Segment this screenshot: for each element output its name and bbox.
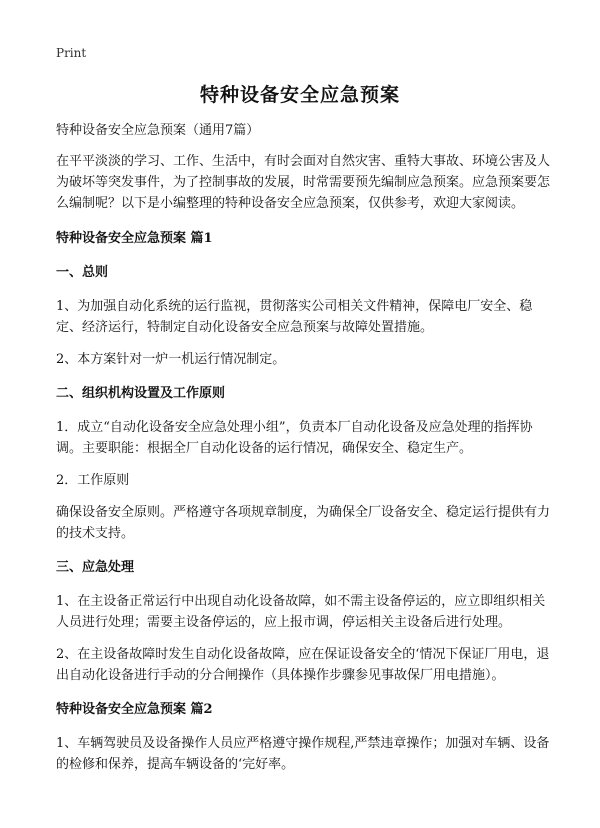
section2-paragraph-1: 1．成立“自动化设备安全应急处理小组”，负责本厂自动化设备及应急处理的指挥协调。主要职能：根据全厂自动化设备的运行情况，确保安全、稳定生产。 [56, 420, 533, 456]
section3-heading: 三、应急处理 [56, 560, 135, 575]
print-link[interactable]: Print [56, 46, 87, 60]
document-title: 特种设备安全应急预案 [199, 84, 400, 106]
part2-heading: 特种设备安全应急预案 篇2 [56, 702, 213, 717]
section1-heading: 一、总则 [56, 265, 109, 280]
section2-heading: 二、组织机构设置及工作原则 [56, 386, 226, 401]
section3-paragraph-2: 2、在主设备故障时发生自动化设备故障，应在保证设备安全的‘情况下保证厂用电，退出自动化设备进行手动的分合闸操作（具体操作步骤参见事故保厂用电措施）。 [56, 647, 550, 683]
section1-paragraph-1: 1、为加强自动化系统的运行监视，贯彻落实公司相关文件精神，保障电厂安全、稳定、经济运行，特制定自动化设备安全应急预案与故障处置措施。 [56, 299, 533, 335]
document-subtitle: 特种设备安全应急预案（通用7篇） [56, 123, 260, 138]
section2-paragraph-3: 确保设备安全原则。严格遵守各项规章制度，为确保全厂设备安全、稳定运行提供有力的技术支持。 [56, 505, 551, 541]
document-body [56, 120, 556, 775]
intro-paragraph: 在平平淡淡的学习、工作、生活中，有时会面对自然灾害、重特大事故、环境公害及人为破坏等突发事件，为了控制事故的发展，时常需要预先编制应急预案。应急预案要怎么编制呢？以下是小编整理的特种设备安全应急预案，仅供参考，欢迎大家阅读。 [56, 154, 551, 211]
section3-paragraph-1: 1、在主设备正常运行中出现自动化设备故障，如不需主设备停运的，应立即组织相关人员进行处理；需要主设备停运的，应上报市调，停运相关主设备后进行处理。 [56, 594, 546, 630]
section1-paragraph-2: 2、本方案针对一炉一机运行情况制定。 [56, 352, 286, 367]
section2-paragraph-2: 2．工作原则 [56, 473, 130, 488]
part2-paragraph-1: 1、车辆驾驶员及设备操作人员应严格遵守操作规程,严禁违章操作；加强对车辆、设备的检修和保养，提高车辆设备的‘完好率。 [56, 736, 550, 772]
part1-heading: 特种设备安全应急预案 篇1 [56, 231, 213, 246]
